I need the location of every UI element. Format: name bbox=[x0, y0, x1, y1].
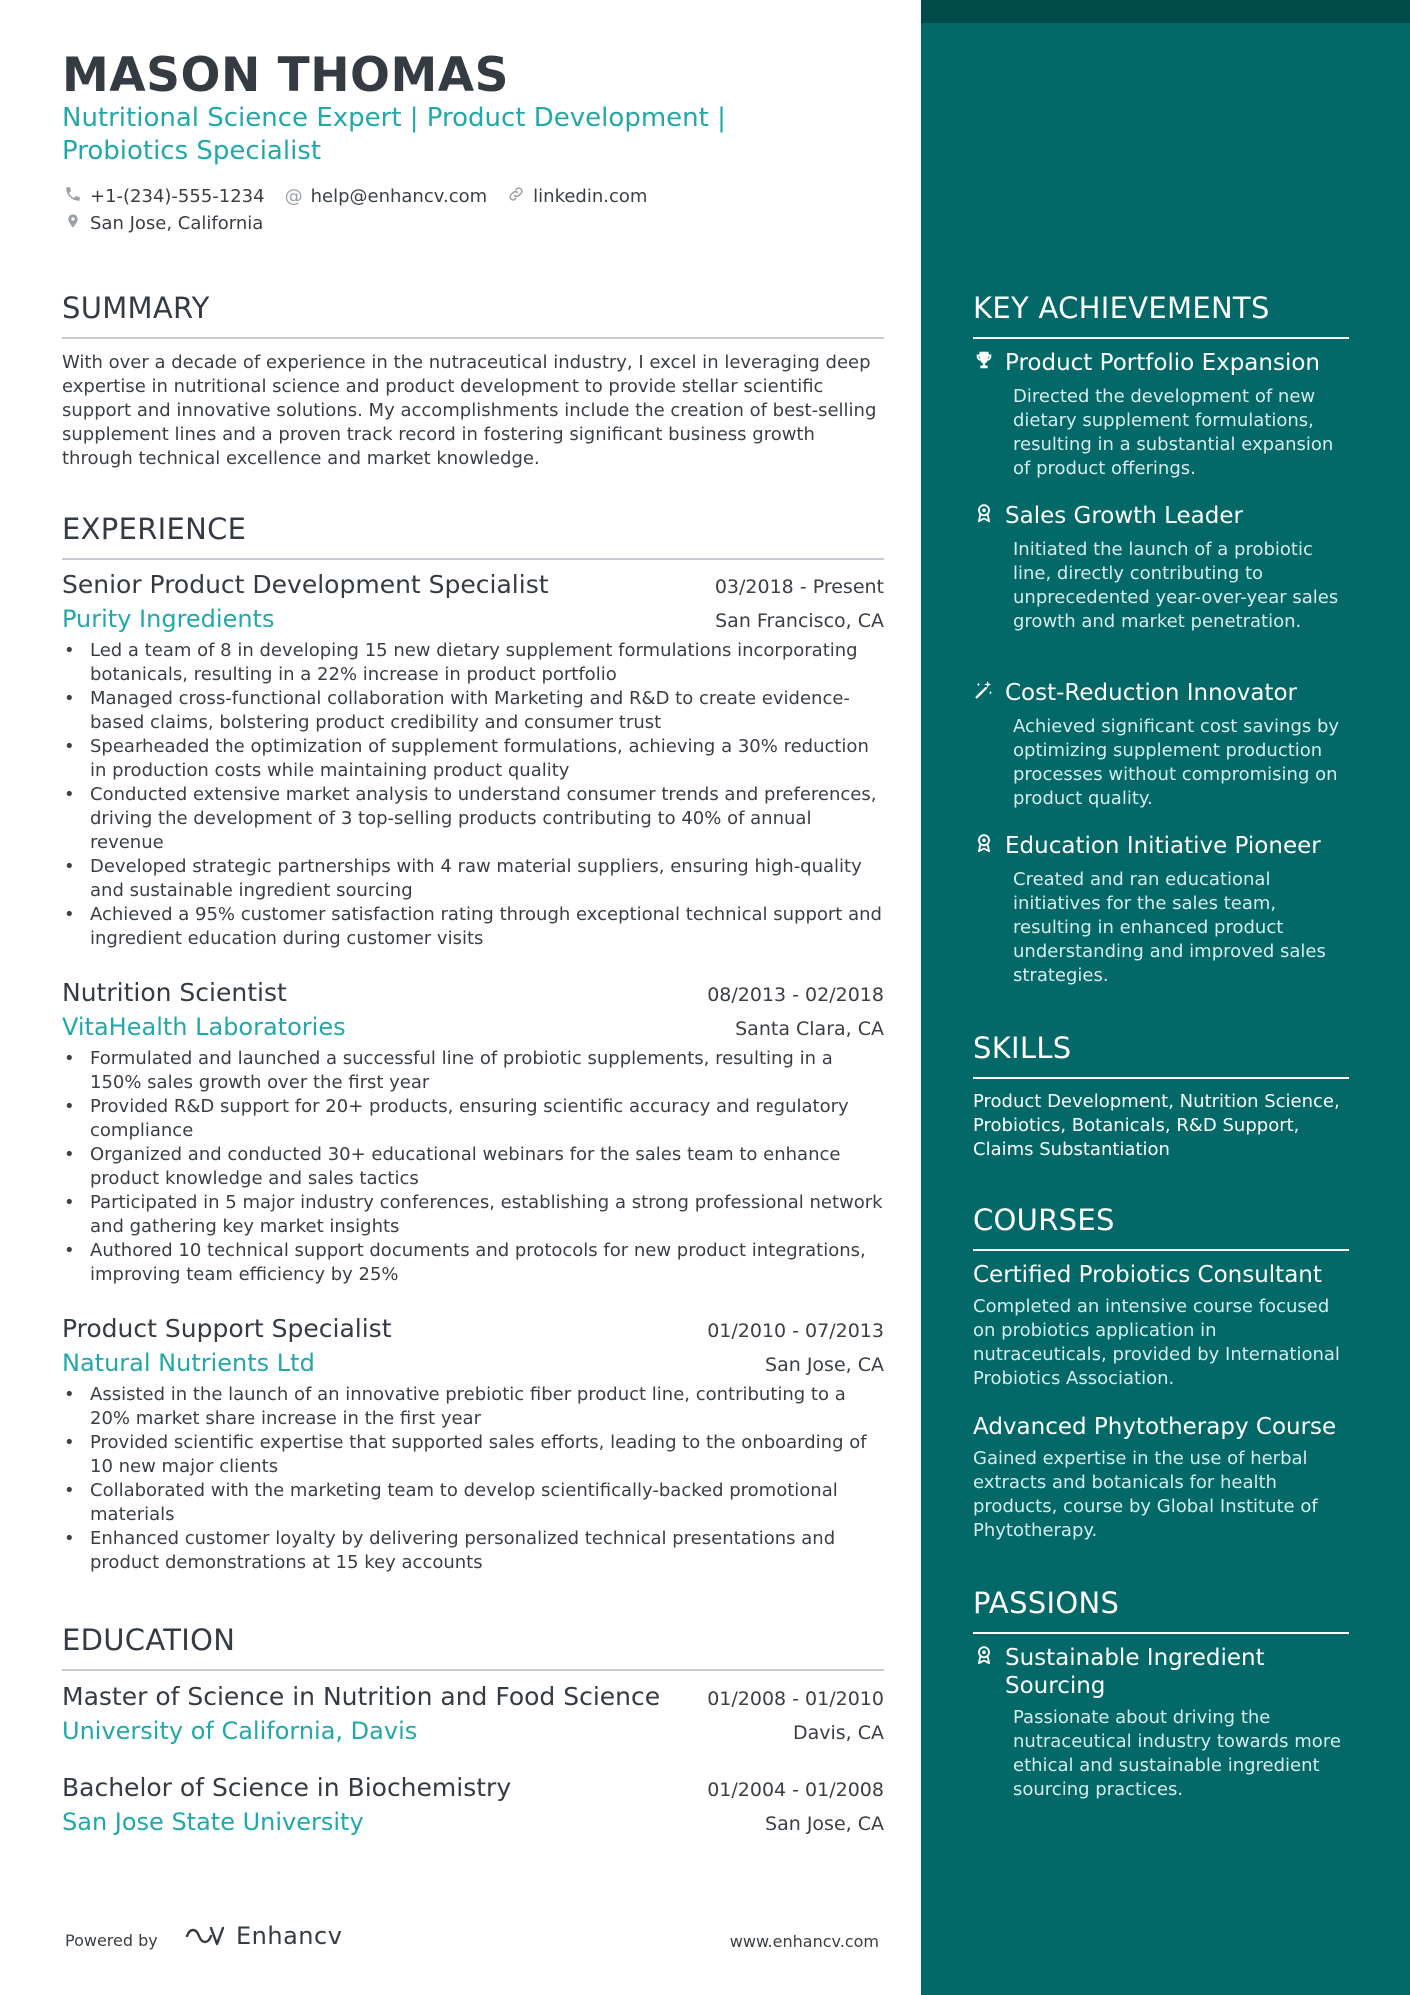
job-company: Natural Nutrients Ltd bbox=[62, 1349, 315, 1377]
contact-email[interactable]: @ help@enhancv.com bbox=[284, 186, 488, 207]
education-degree: Master of Science in Nutrition and Food Science bbox=[62, 1682, 661, 1711]
passion-description: Passionate about driving the nutraceutical industry towards more ethical and sustainable ingredient sourcing practices. bbox=[1013, 1707, 1341, 1800]
sidebar-top-bar bbox=[921, 0, 1410, 23]
education-degree: Bachelor of Science in Biochemistry bbox=[62, 1773, 512, 1802]
list-item: • Organized and conducted 30+ educational webinars for the sales team to enhance product knowledge and sales tactics bbox=[62, 1143, 884, 1191]
courses-section-title: COURSES bbox=[973, 1203, 1349, 1251]
candidate-name: MASON THOMAS bbox=[62, 48, 509, 103]
list-item: • Led a team of 8 in developing 15 new dietary supplement formulations incorporating botanicals, resulting in a 22% increase in product portfolio bbox=[62, 639, 884, 687]
experience-section-title: EXPERIENCE bbox=[62, 512, 884, 560]
course-description: Gained expertise in the use of herbal extracts and botanicals for health products, course by Global Institute of Phytotherapy. bbox=[973, 1448, 1318, 1541]
list-item: • Achieved a 95% customer satisfaction rating through exceptional technical support and ingredient education during customer visits bbox=[62, 903, 884, 951]
education-section-title: EDUCATION bbox=[62, 1623, 884, 1671]
course-item bbox=[973, 1261, 1353, 1391]
candidate-headline: Nutritional Science Expert | Product Development | Probiotics Specialist bbox=[62, 103, 726, 166]
achievement-description: Initiated the launch of a probiotic line, directly contributing to unprecedented year-over-year sales growth and market penetration. bbox=[1013, 539, 1339, 632]
list-item: • Managed cross-functional collaboration with Marketing and R&D to create evidence-based claims, bolstering product credibility and consumer trust bbox=[62, 687, 884, 735]
list-item: • Conducted extensive market analysis to understand consumer trends and preferences, driving the development of 3 top-selling products contributing to 40% of annual revenue bbox=[62, 783, 884, 855]
trophy-icon bbox=[973, 349, 1005, 379]
course-description: Completed an intensive course focused on probiotics application in nutraceuticals, provided by International Probiotics Association. bbox=[973, 1296, 1340, 1389]
education-school: San Jose State University bbox=[62, 1808, 364, 1836]
passion-title: Sustainable Ingredient Sourcing bbox=[1005, 1645, 1265, 1699]
contact-phone: +1-(234)-555-1234 bbox=[62, 185, 265, 208]
list-item: • Authored 10 technical support documents and protocols for new product integrations, improving team efficiency by 25% bbox=[62, 1239, 884, 1287]
at-icon: @ bbox=[284, 186, 303, 207]
course-title: Advanced Phytotherapy Course bbox=[973, 1414, 1337, 1440]
job-date: 03/2018 - Present bbox=[714, 576, 884, 598]
contact-row bbox=[62, 185, 665, 208]
list-item: • Provided R&D support for 20+ products, ensuring scientific accuracy and regulatory compliance bbox=[62, 1095, 884, 1143]
education-date: 01/2004 - 01/2008 bbox=[707, 1779, 884, 1801]
job-location: San Jose, CA bbox=[765, 1354, 884, 1376]
job-company: Purity Ingredients bbox=[62, 605, 275, 633]
achievement-item bbox=[973, 349, 1353, 481]
list-item: • Collaborated with the marketing team to develop scientifically-backed promotional materials bbox=[62, 1479, 884, 1527]
job-location: Santa Clara, CA bbox=[735, 1018, 884, 1040]
course-title: Certified Probiotics Consultant bbox=[973, 1262, 1322, 1288]
list-item: • Participated in 5 major industry conferences, establishing a strong professional network and gathering key market insights bbox=[62, 1191, 884, 1239]
job-title: Nutrition Scientist bbox=[62, 978, 287, 1007]
contact-location: San Jose, California bbox=[62, 212, 263, 235]
job-date: 01/2010 - 07/2013 bbox=[707, 1320, 884, 1342]
course-item bbox=[973, 1413, 1353, 1543]
education-location: San Jose, CA bbox=[765, 1813, 884, 1835]
achievement-item bbox=[973, 679, 1353, 811]
contact-row-location bbox=[62, 212, 281, 235]
link-icon bbox=[505, 185, 527, 208]
contact-linkedin[interactable]: linkedin.com bbox=[505, 185, 647, 208]
enhancv-logo-text: Enhancv bbox=[236, 1922, 343, 1950]
achievement-title: Product Portfolio Expansion bbox=[1005, 350, 1321, 376]
job-date: 08/2013 - 02/2018 bbox=[707, 984, 884, 1006]
achievement-title: Education Initiative Pioneer bbox=[1005, 833, 1321, 859]
achievement-description: Directed the development of new dietary supplement formulations, resulting in a substantial expansion of product offerings. bbox=[1013, 386, 1334, 479]
list-item: • Enhanced customer loyalty by delivering personalized technical presentations and product demonstrations at 15 key accounts bbox=[62, 1527, 884, 1575]
footer-powered-by: Powered by bbox=[65, 1931, 158, 1950]
job-location: San Francisco, CA bbox=[715, 610, 884, 632]
list-item: • Provided scientific expertise that supported sales efforts, leading to the onboarding of 10 new major clients bbox=[62, 1431, 884, 1479]
achievement-title: Cost-Reduction Innovator bbox=[1005, 680, 1297, 706]
education-entry bbox=[62, 1682, 884, 1745]
passions-section-title: PASSIONS bbox=[973, 1586, 1349, 1634]
education-date: 01/2008 - 01/2010 bbox=[707, 1688, 884, 1710]
list-item: • Formulated and launched a successful line of probiotic supplements, resulting in a 150% sales growth over the first year bbox=[62, 1047, 884, 1095]
skills-section-title: SKILLS bbox=[973, 1031, 1349, 1079]
achievement-item bbox=[973, 502, 1353, 634]
summary-section-title: SUMMARY bbox=[62, 291, 884, 339]
award-ribbon-icon bbox=[973, 832, 1005, 862]
list-item: • Spearheaded the optimization of supplement formulations, achieving a 30% reduction in production costs while maintaining product quality bbox=[62, 735, 884, 783]
education-location: Davis, CA bbox=[792, 1722, 884, 1744]
education-entry bbox=[62, 1773, 884, 1836]
wand-icon bbox=[973, 679, 1005, 709]
phone-icon bbox=[62, 185, 84, 208]
achievement-description: Created and ran educational initiatives for the sales team, resulting in enhanced product understanding and improved sales strategies. bbox=[1013, 869, 1326, 986]
job-entry bbox=[62, 978, 884, 1287]
job-entry bbox=[62, 570, 884, 951]
job-entry bbox=[62, 1314, 884, 1575]
job-bullets bbox=[62, 1383, 884, 1575]
job-company: VitaHealth Laboratories bbox=[62, 1013, 346, 1041]
job-title: Product Support Specialist bbox=[62, 1314, 392, 1343]
skills-text: Product Development, Nutrition Science, Probiotics, Botanicals, R&D Support, Claims Substantiation bbox=[973, 1091, 1340, 1160]
achievement-title: Sales Growth Leader bbox=[1005, 503, 1243, 529]
award-ribbon-icon bbox=[973, 502, 1005, 532]
list-item: • Assisted in the launch of an innovative prebiotic fiber product line, contributing to a 20% market share increase in the first year bbox=[62, 1383, 884, 1431]
achievement-item bbox=[973, 832, 1353, 988]
passion-item bbox=[973, 1644, 1353, 1802]
footer-url[interactable]: www.enhancv.com bbox=[729, 1932, 879, 1951]
sidebar bbox=[921, 0, 1410, 1995]
job-bullets bbox=[62, 1047, 884, 1287]
location-pin-icon bbox=[62, 212, 84, 235]
achievements-section-title: KEY ACHIEVEMENTS bbox=[973, 291, 1349, 339]
job-title: Senior Product Development Specialist bbox=[62, 570, 549, 599]
award-ribbon-icon bbox=[973, 1644, 1005, 1674]
achievement-description: Achieved significant cost savings by optimizing supplement production processes without compromising on product quality. bbox=[1013, 716, 1340, 809]
list-item: • Developed strategic partnerships with 4 raw material suppliers, ensuring high-quality and sustainable ingredient sourcing bbox=[62, 855, 884, 903]
enhancv-logo[interactable] bbox=[184, 1922, 342, 1950]
summary-text: With over a decade of experience in the nutraceutical industry, I excel in leveraging deep expertise in nutritional science and product development to provide stellar scientific support and innovative solutions. My accomplishments include the creation of best-selling supplement lines and a proven track record in fostering significant business growth through technical excellence and market knowledge. bbox=[62, 352, 877, 469]
job-bullets bbox=[62, 639, 884, 951]
education-school: University of California, Davis bbox=[62, 1717, 418, 1745]
enhancv-logo-icon bbox=[184, 1924, 230, 1948]
